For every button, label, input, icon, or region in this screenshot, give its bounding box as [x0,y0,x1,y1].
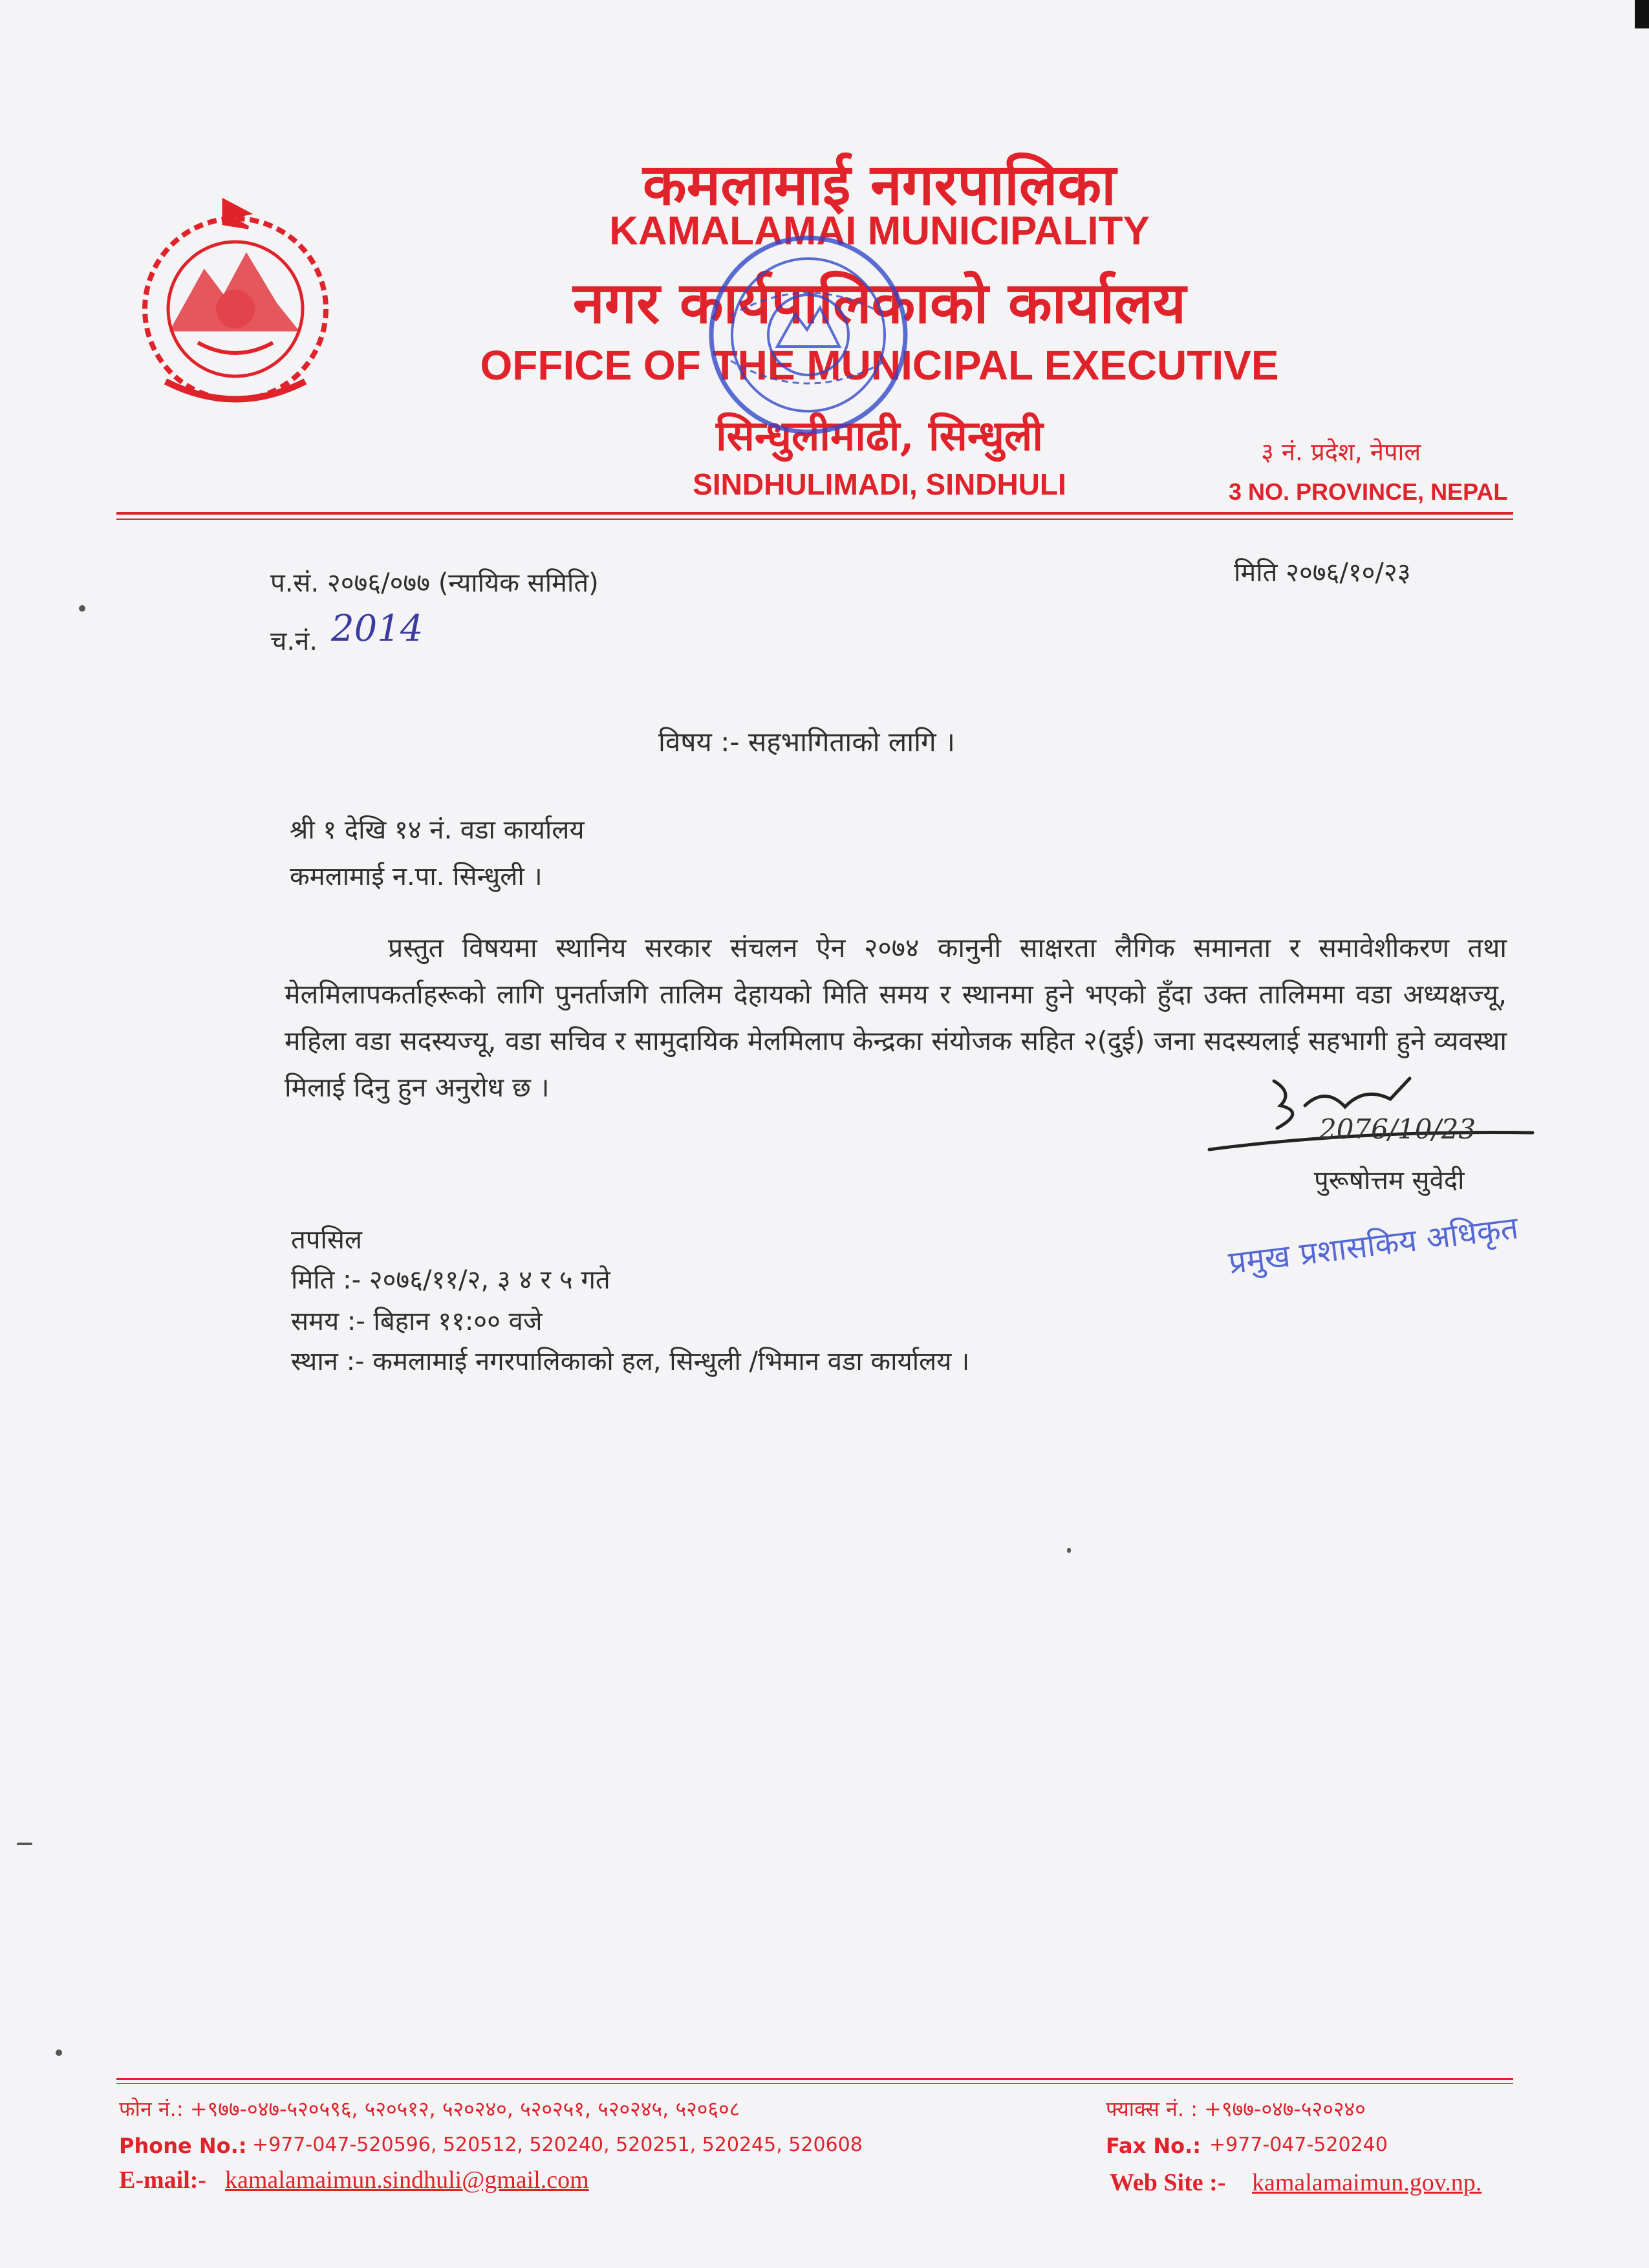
scan-edge-mark [1635,0,1649,28]
footer-fax-nepali: फ्याक्स नं. : +९७७-०४७-५२०२४० [1106,2097,1366,2121]
footer-fax-label: Fax No.: [1106,2134,1202,2158]
scan-speck [1067,1548,1071,1553]
letter-date: मिति २०७६/१०/२३ [1234,558,1411,588]
footer-rule [116,2078,1513,2080]
scan-speck [56,2049,62,2056]
schedule-time: समय :- बिहान ११:०० वजे [291,1307,543,1336]
footer-website-link[interactable]: kamalamaimun.gov.np. [1252,2169,1482,2196]
scan-speck [17,1843,32,1845]
dispatch-number: 2014 [331,608,424,650]
location-nepali: सिन्धुलीमाढी, सिन्धुली [716,412,1043,460]
header-rule [116,512,1513,515]
signatory-title-stamp: प्रमुख प्रशासकिय अधिकृत [1226,1210,1520,1281]
schedule-heading: तपसिल [291,1225,363,1255]
footer-website-label: Web Site :- [1110,2169,1226,2196]
schedule-venue: स्थान :- कमलामाई नगरपालिकाको हल, सिन्धुली /भिमान वडा कार्यालय । [291,1347,970,1376]
body-paragraph: प्रस्तुत विषयमा स्थानिय सरकार संचलन ऐन २०७४ कानुनी साक्षरता लैगिक समानता र समावेशीकरण तथा मेलमिलापकर्ताहरूको लागि पुनर्ताजगि तालिम देहायको मिति समय र स्थानमा हुने भएको हुँदा उक्त तालिममा वडा अध्यक्षज्यू, महिला वडा सदस्यज्यू, वडा सचिव र सामुदायिक मेलमिलाप केन्द्रका संयोजक सहित २(दुई) जना सदस्यलाई सहभागी हुने व्यवस्था मिलाई दिनु हुन अनुरोध छ । [285,932,1507,1103]
signatory-name: पुरूषोत्तम सुवेदी [1314,1166,1465,1195]
dispatch-label: च.नं. [270,626,318,656]
province-nepali: ३ नं. प्रदेश, नेपाल [1261,438,1421,466]
footer-email-label: E-mail:- [119,2166,207,2194]
footer-email-link[interactable]: kamalamaimun.sindhuli@gmail.com [225,2166,589,2194]
footer-phone-numbers: +977-047-520596, 520512, 520240, 520251, 520245, 520608 [252,2134,863,2156]
subject-line: विषय :- सहभागिताको लागि । [658,726,955,758]
footer-fax-number: +977-047-520240 [1209,2134,1388,2156]
location-english: SINDHULIMADI, SINDHULI [693,467,1066,501]
province-english: 3 NO. PROVINCE, NEPAL [1229,478,1508,505]
signature-date: 2076/10/23 [1319,1113,1476,1145]
municipal-office-round-seal-icon [705,231,912,438]
municipality-name-english: KAMALAMAI MUNICIPALITY [609,209,1150,253]
letter-number: प.सं. २०७६/०७७ (न्यायिक समिति) [270,568,599,598]
municipality-name-nepali: कमलामाई नगरपालिका [643,151,1116,218]
scan-speck [79,605,85,612]
nepal-government-emblem-icon [127,194,344,411]
header-rule-thin [116,519,1513,520]
addressee-line-1: श्री १ देखि १४ नं. वडा कार्यालय [290,815,585,845]
footer-phone-nepali: फोन नं.: +९७७-०४७-५२०५९६, ५२०५१२, ५२०२४०, ५२०२५१, ५२०२४५, ५२०६०८ [119,2097,740,2121]
schedule-date: मिति :- २०७६/११/२, ३ ४ र ५ गते [291,1265,610,1295]
addressee-line-2: कमलामाई न.पा. सिन्धुली । [290,862,543,892]
office-name-english: OFFICE OF THE MUNICIPAL EXECUTIVE [480,342,1279,389]
footer-phone-label: Phone No.: [119,2134,247,2158]
office-name-nepali: नगर कार्यपालिकाको कार्यालय [573,269,1186,336]
footer-rule-thin [116,2083,1513,2084]
